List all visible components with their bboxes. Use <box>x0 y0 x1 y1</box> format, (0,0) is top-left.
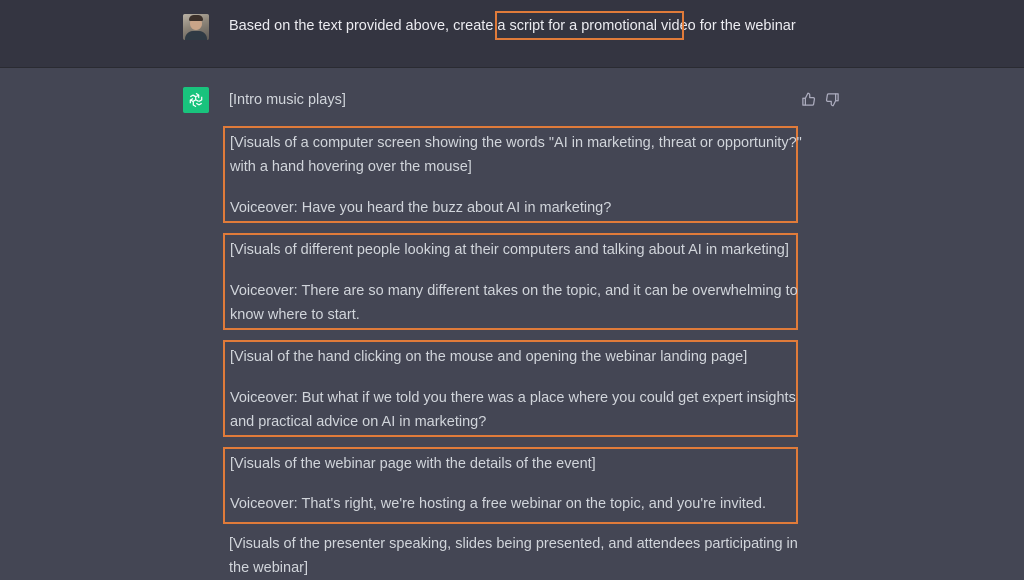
intro-line: [Intro music plays] <box>229 92 346 108</box>
voiceover-line: and practical advice on AI in marketing? <box>230 414 487 430</box>
voiceover-line: Voiceover: Have you heard the buzz about AI in marketing? <box>230 200 612 216</box>
voiceover-line: Voiceover: There are so many different takes on the topic, and it can be overwhelming to <box>230 283 798 299</box>
user-message-row <box>0 0 1024 68</box>
visual-line: [Visuals of the webinar page with the details of the event] <box>230 456 596 472</box>
prompt-text-after: for the webinar <box>695 18 796 34</box>
script-block-3 <box>223 340 798 437</box>
openai-logo-icon <box>183 87 209 113</box>
script-block-1 <box>223 126 802 223</box>
visual-line: [Visual of the hand clicking on the mouse and opening the webinar landing page] <box>230 349 748 365</box>
tail-line: the webinar] <box>229 560 308 576</box>
visual-line: [Visuals of different people looking at their computers and talking about AI in marketing] <box>230 242 789 258</box>
visual-line: [Visuals of a computer screen showing the words "AI in marketing, threat or opportunity?" <box>230 135 802 151</box>
visual-line: with a hand hovering over the mouse] <box>230 159 472 175</box>
user-message-text <box>229 16 796 36</box>
prompt-text-before: Based on the text provided above, create a <box>229 18 510 34</box>
voiceover-line: know where to start. <box>230 307 360 323</box>
voiceover-line: Voiceover: That's right, we're hosting a free webinar on the topic, and you're invited. <box>230 496 766 512</box>
thumbs-up-icon[interactable] <box>800 91 816 107</box>
voiceover-line: Voiceover: But what if we told you there was a place where you could get expert insights <box>230 390 796 406</box>
script-block-2 <box>223 233 798 330</box>
prompt-highlight-text: script for a promotional video <box>509 18 696 34</box>
script-block-4 <box>223 447 798 524</box>
thumbs-down-icon[interactable] <box>824 91 840 107</box>
tail-line: [Visuals of the presenter speaking, slides being presented, and attendees participating in <box>229 536 798 552</box>
user-avatar <box>183 14 209 40</box>
